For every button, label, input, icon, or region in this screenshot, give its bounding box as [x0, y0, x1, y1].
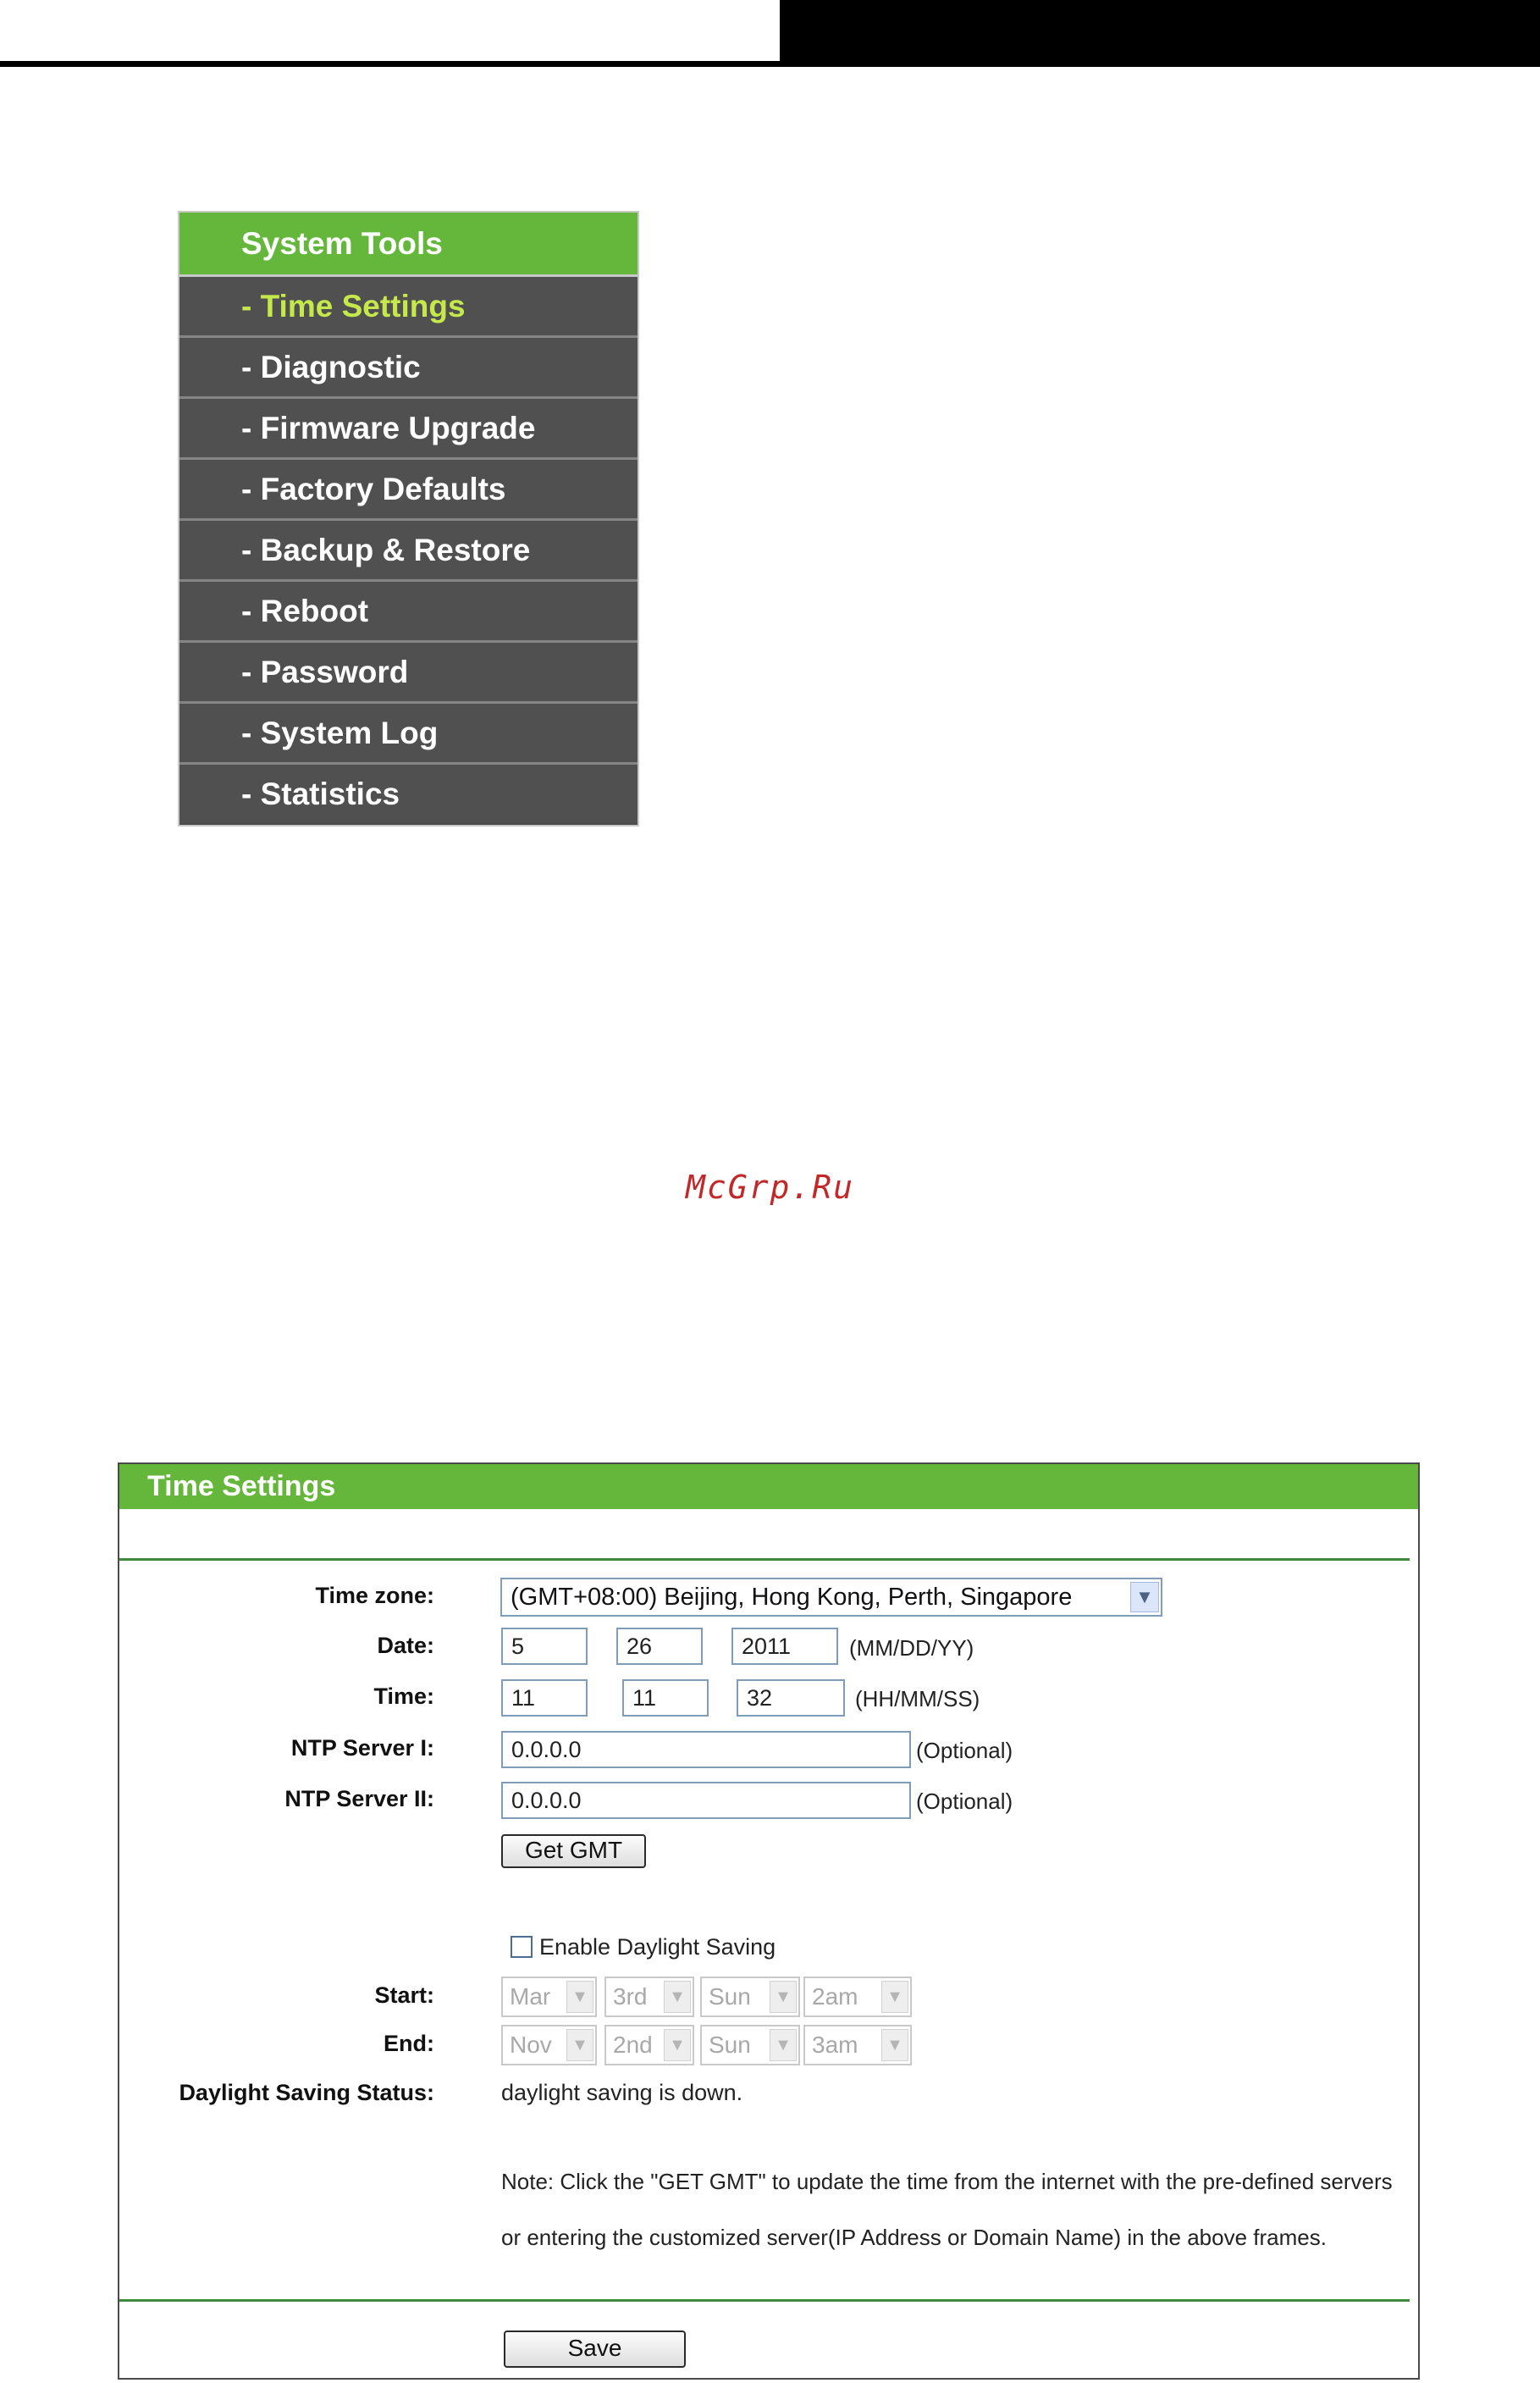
ntp2-optional: (Optional): [916, 1789, 1013, 1814]
date-month-input[interactable]: 5: [501, 1628, 588, 1665]
end-week-value: 2nd: [613, 2032, 653, 2058]
ntp1-label: NTP Server I:: [290, 1735, 434, 1761]
bottom-divider: [119, 2299, 1410, 2302]
time-hour-input[interactable]: 11: [501, 1679, 588, 1717]
start-week-value: 3rd: [613, 1983, 648, 2010]
menu-item-system-log[interactable]: - System Log: [179, 704, 638, 765]
enable-daylight-saving-checkbox[interactable]: [511, 1936, 533, 1958]
menu-item-backup-restore[interactable]: - Backup & Restore: [179, 521, 638, 582]
system-tools-menu: [178, 211, 639, 827]
note-line-1: Note: Click the "GET GMT" to update the time from the internet with the pre-defined servers: [501, 2169, 1393, 2194]
start-day-value: Sun: [709, 1983, 751, 2010]
ntp1-optional: (Optional): [916, 1738, 1013, 1763]
time-minute-input[interactable]: 11: [622, 1679, 709, 1717]
watermark: McGrp.Ru: [685, 1169, 855, 1206]
chevron-down-icon: ▼: [770, 1981, 797, 2013]
chevron-down-icon: ▼: [566, 1981, 593, 2013]
chevron-down-icon: ▼: [664, 2029, 691, 2061]
start-label: Start:: [374, 1982, 434, 2008]
end-hour-select[interactable]: [803, 2025, 912, 2065]
dst-status-value: daylight saving is down.: [501, 2080, 743, 2105]
menu-item-statistics[interactable]: - Statistics: [179, 765, 638, 823]
end-month-value: Nov: [510, 2032, 552, 2058]
date-year-input[interactable]: 2011: [731, 1628, 838, 1665]
start-month-value: Mar: [510, 1983, 551, 2010]
menu-item-reboot[interactable]: - Reboot: [179, 582, 638, 643]
header-rule: [0, 61, 1540, 67]
time-second-input[interactable]: 32: [737, 1679, 845, 1717]
menu-header: System Tools: [179, 213, 638, 277]
end-label: End:: [384, 2031, 434, 2056]
date-day-input[interactable]: 26: [616, 1628, 703, 1665]
timezone-value: (GMT+08:00) Beijing, Hong Kong, Perth, Singapore: [511, 1584, 1073, 1611]
save-button[interactable]: Save: [504, 2330, 686, 2368]
end-hour-value: 3am: [812, 2032, 858, 2058]
get-gmt-button[interactable]: Get GMT: [501, 1834, 646, 1868]
dst-status-label: Daylight Saving Status:: [179, 2080, 434, 2105]
menu-item-factory-defaults[interactable]: - Factory Defaults: [179, 460, 638, 521]
time-settings-panel: [118, 1462, 1420, 2380]
chevron-down-icon: ▼: [566, 2029, 593, 2061]
menu-item-diagnostic[interactable]: - Diagnostic: [179, 338, 638, 399]
menu-item-firmware-upgrade[interactable]: - Firmware Upgrade: [179, 399, 638, 460]
start-hour-select[interactable]: [803, 1977, 912, 2017]
end-day-select[interactable]: [700, 2025, 800, 2065]
timezone-select[interactable]: [500, 1578, 1162, 1617]
chevron-down-icon: ▼: [881, 2029, 908, 2061]
header-black-bar: [780, 0, 1540, 64]
start-day-select[interactable]: [700, 1977, 800, 2017]
time-label: Time:: [373, 1684, 434, 1709]
start-week-select[interactable]: [604, 1977, 694, 2017]
menu-item-time-settings[interactable]: - Time Settings: [179, 277, 638, 338]
timezone-label: Time zone:: [315, 1583, 434, 1608]
top-divider: [119, 1558, 1410, 1561]
time-format-hint: (HH/MM/SS): [855, 1686, 980, 1711]
note-line-2: or entering the customized server(IP Address or Domain Name) in the above frames.: [501, 2225, 1327, 2250]
chevron-down-icon: ▼: [881, 1981, 908, 2013]
chevron-down-icon: ▼: [770, 2029, 797, 2061]
menu-item-password[interactable]: - Password: [179, 643, 638, 704]
ntp2-label: NTP Server II:: [284, 1786, 434, 1811]
ntp2-input[interactable]: 0.0.0.0: [501, 1782, 911, 1819]
chevron-down-icon: ▼: [1130, 1582, 1159, 1612]
date-format-hint: (MM/DD/YY): [849, 1635, 974, 1661]
end-week-select[interactable]: [604, 2025, 694, 2065]
start-hour-value: 2am: [812, 1983, 858, 2010]
date-label: Date:: [377, 1633, 434, 1658]
enable-daylight-saving-label: Enable Daylight Saving: [539, 1934, 776, 1960]
end-month-select[interactable]: [501, 2025, 597, 2065]
end-day-value: Sun: [709, 2032, 751, 2058]
panel-title: Time Settings: [119, 1464, 1418, 1509]
start-month-select[interactable]: [501, 1977, 597, 2017]
ntp1-input[interactable]: 0.0.0.0: [501, 1731, 911, 1768]
chevron-down-icon: ▼: [664, 1981, 691, 2013]
